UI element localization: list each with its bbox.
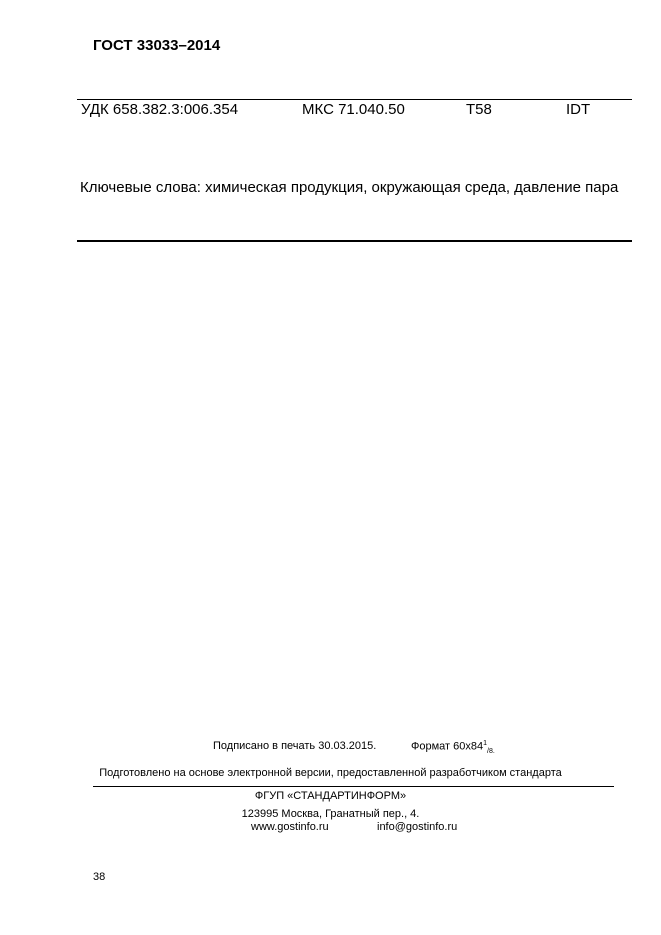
signed-date: Подписано в печать 30.03.2015. bbox=[213, 740, 377, 752]
format-sub: /8. bbox=[487, 747, 495, 755]
format-label: Формат 60х84 bbox=[411, 740, 484, 753]
format-sup: 1 bbox=[483, 740, 488, 747]
top-divider bbox=[77, 99, 632, 100]
document-title: ГОСТ 33033–2014 bbox=[93, 37, 221, 54]
udk-code: УДК 658.382.3:006.354 bbox=[81, 101, 239, 118]
website-link[interactable]: www.gostinfo.ru bbox=[251, 821, 329, 833]
equivalence-code: IDT bbox=[566, 101, 591, 118]
email-link[interactable]: info@gostinfo.ru bbox=[377, 821, 458, 833]
publisher-divider bbox=[93, 786, 614, 787]
print-format bbox=[411, 740, 495, 755]
publisher-name: ФГУП «СТАНДАРТИНФОРМ» bbox=[254, 790, 407, 802]
page-number: 38 bbox=[93, 871, 106, 883]
keywords-divider bbox=[77, 240, 632, 242]
prepared-note: Подготовлено на основе электронной версии, предоставленной разработчиком стандарта bbox=[99, 767, 562, 779]
okstu-code: Т58 bbox=[466, 101, 492, 118]
mks-code: МКС 71.040.50 bbox=[302, 101, 405, 118]
keywords-text: Ключевые слова: химическая продукция, окружающая среда, давление пара bbox=[80, 179, 619, 196]
publisher-address: 123995 Москва, Гранатный пер., 4. bbox=[241, 808, 420, 820]
